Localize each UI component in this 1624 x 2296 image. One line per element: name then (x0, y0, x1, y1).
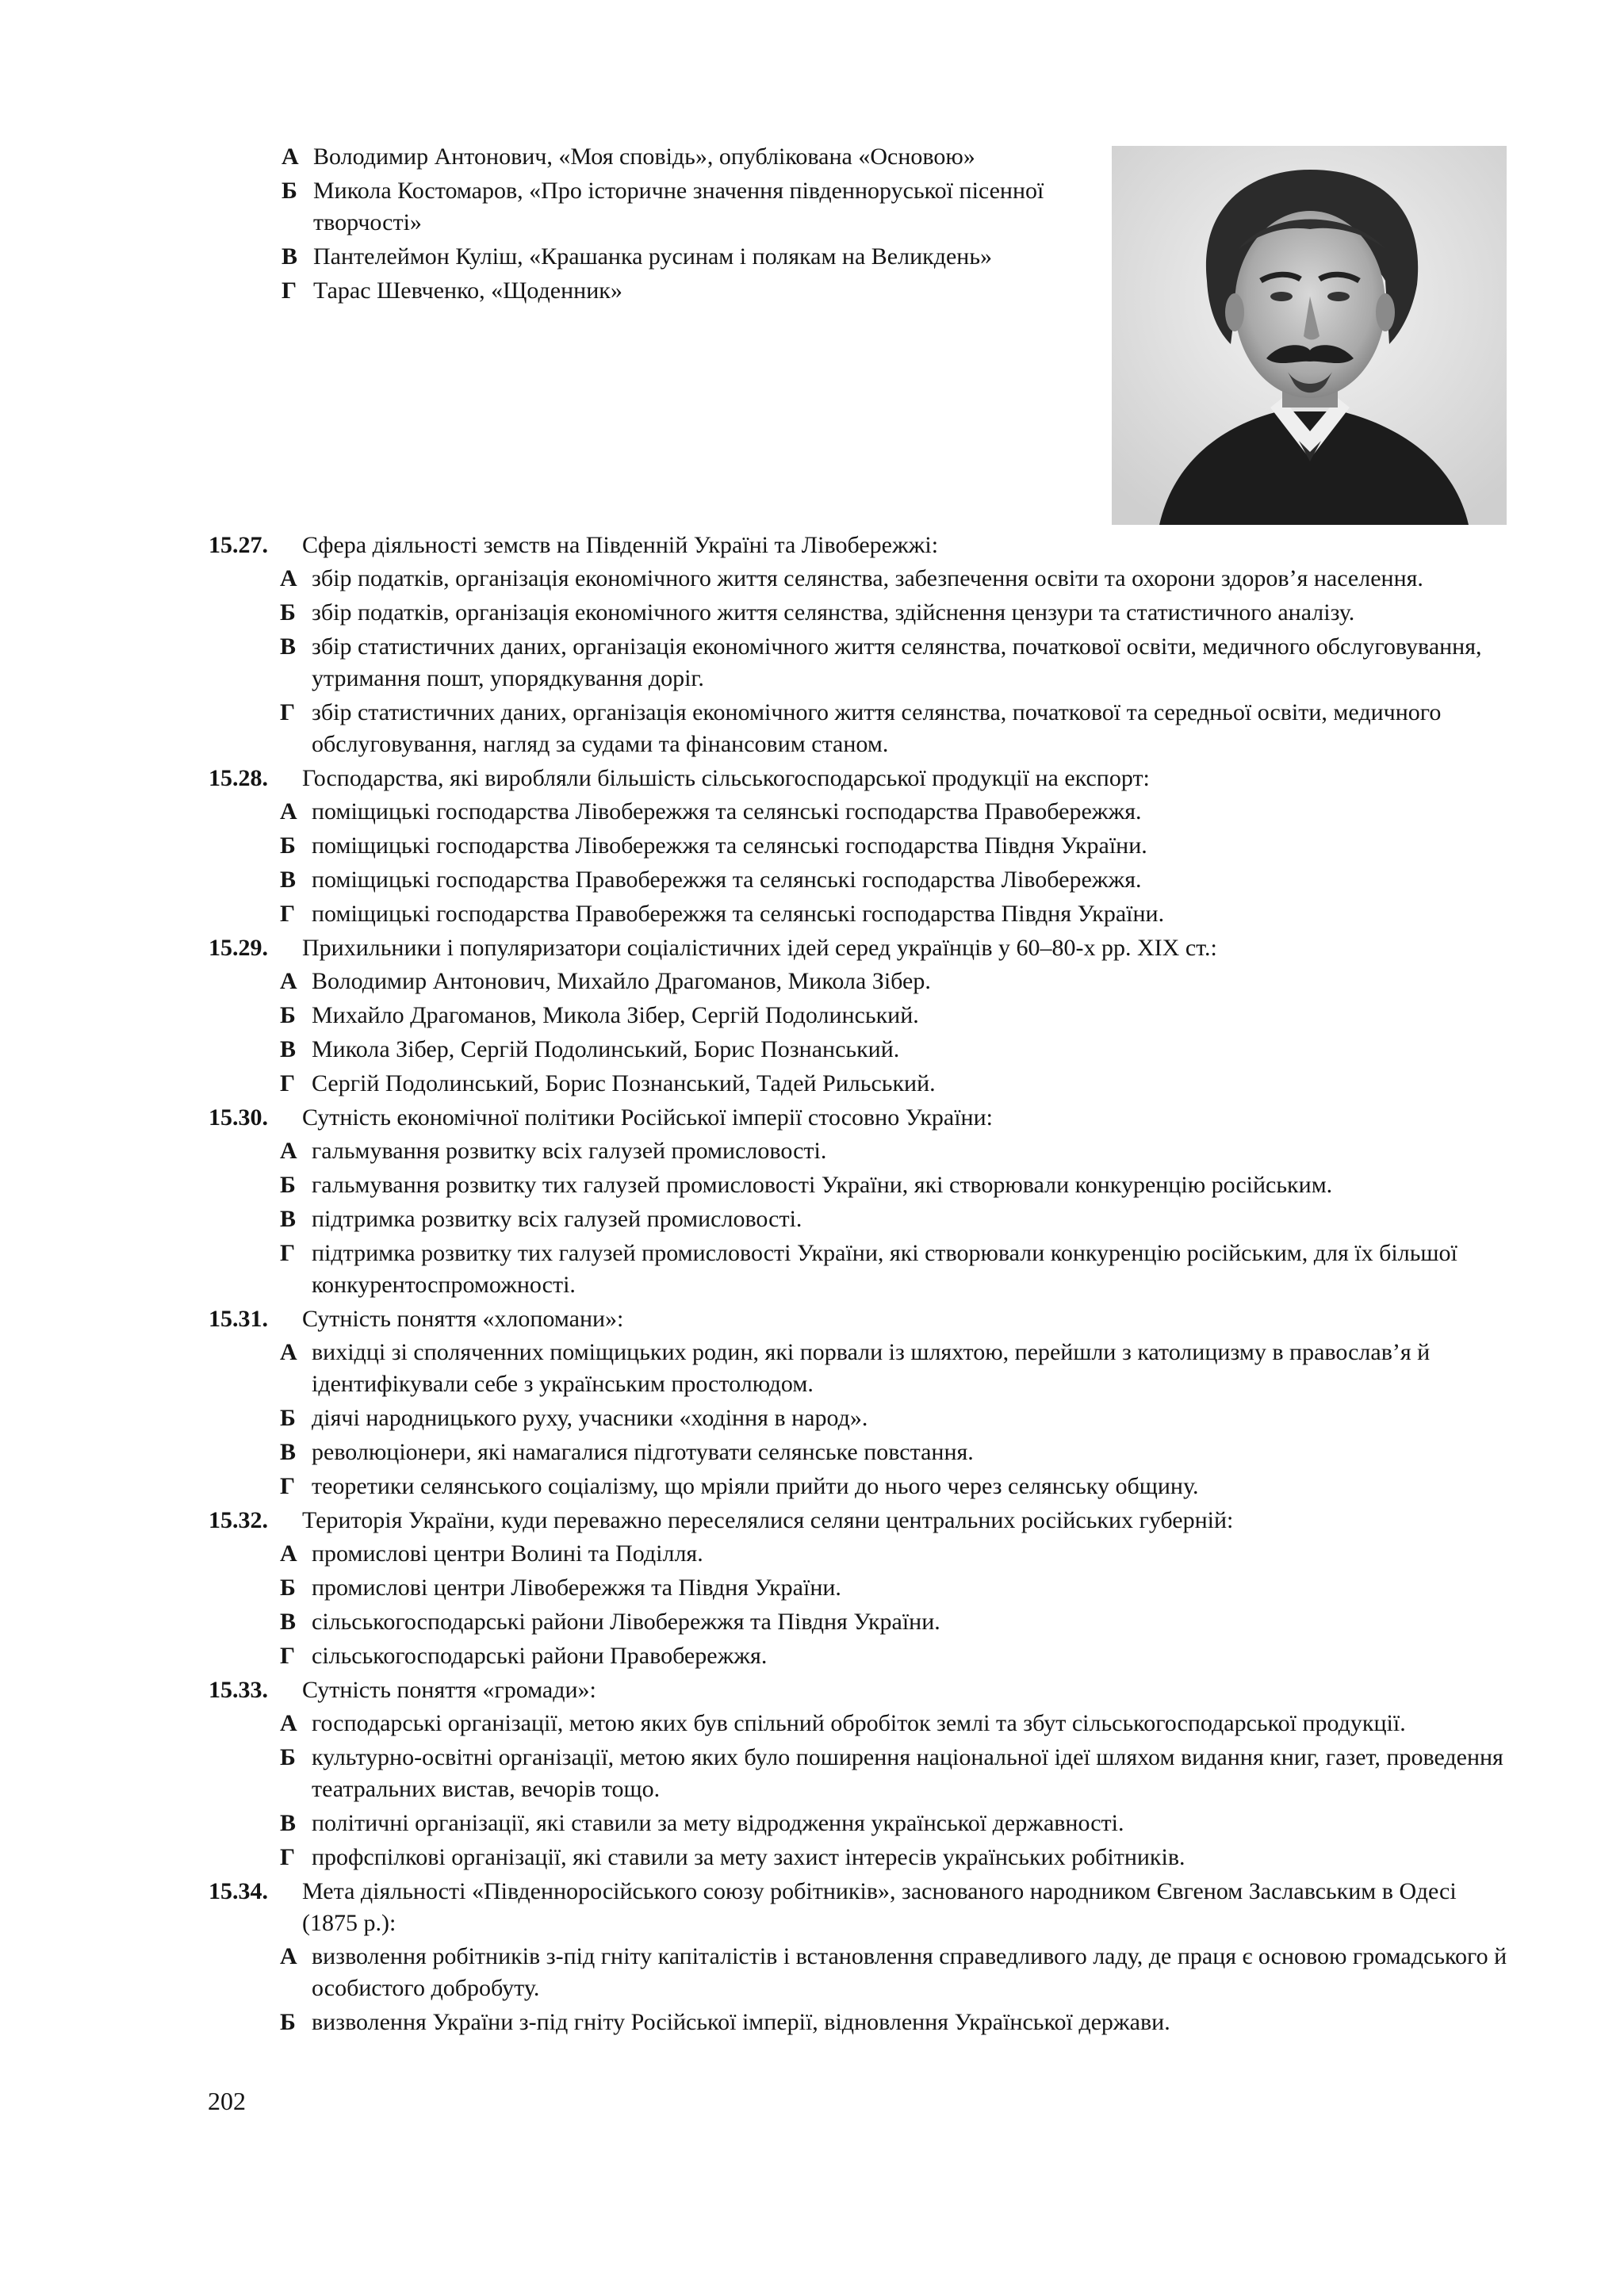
answer-option (280, 1941, 1509, 2004)
question-text: Сутність поняття «хлопомани»: (302, 1306, 624, 1332)
option-letter: Б (280, 599, 296, 626)
option-letter: В (280, 1439, 297, 1465)
answer-option (280, 1203, 1509, 1235)
option-letter: Б (280, 832, 296, 859)
option-text: господарські організації, метою яких був спільний обробіток землі та збут сільськогосподарської продукції. (312, 1710, 1406, 1736)
option-text: збір податків, організація економічного життя селянства, здійснення цензури та статистичного аналізу. (312, 599, 1355, 626)
answer-option (280, 1842, 1509, 1873)
option-text: теоретики селянського соціалізму, що мріяли прийти до нього через селянську общину. (312, 1473, 1199, 1499)
question-text: Сфера діяльності земств на Південній Україні та Лівобережжі: (302, 532, 939, 558)
question-text: Прихильники і популяризатори соціалістичних ідей серед українців у 60–80-х рр. XIX ст.: (302, 935, 1217, 961)
option-letter: А (280, 1339, 297, 1365)
question-text: Господарства, які виробляли більшість сільськогосподарської продукції на експорт: (302, 765, 1150, 791)
option-text: сільськогосподарські райони Правобережжя. (312, 1643, 768, 1669)
option-letter: Б (280, 1744, 296, 1770)
option-letter: Г (280, 1643, 296, 1669)
question-header (209, 763, 1509, 794)
option-text: вихідці зі споляченних поміщицьких родин, які порвали із шляхтою, перейшли з католицизму в православ’я й ідентифікували себе з українським простолюдом. (312, 1339, 1431, 1397)
answer-option (280, 1572, 1509, 1604)
question-15-28 (209, 763, 1509, 930)
question-15-29 (209, 932, 1509, 1100)
answer-options (280, 1538, 1509, 1672)
option-text: поміщицькі господарства Правобережжя та селянські господарства Півдня України. (312, 901, 1165, 927)
question-header (209, 530, 1509, 561)
answer-option (280, 1034, 1509, 1066)
answer-option (280, 1606, 1509, 1638)
option-text: сільськогосподарські райони Лівобережжя та Півдня України. (312, 1609, 940, 1635)
option-text: збір статистичних даних, організація економічного життя селянства, початкової та середньої освіти, медичного обслуговування, нагляд за судами та фінансовим станом. (312, 699, 1442, 757)
answer-option (280, 1640, 1509, 1672)
option-letter: В (280, 1206, 297, 1232)
question-text: Територія України, куди переважно переселялися селяни центральних російських губерній: (302, 1507, 1234, 1533)
option-text: Пантелеймон Куліш, «Крашанка русинам і полякам на Великдень» (313, 243, 993, 270)
answer-option (280, 1471, 1509, 1502)
option-letter: Б (280, 1172, 296, 1198)
answer-option (280, 864, 1509, 896)
option-text: визволення України з-під гніту Російської імперії, відновлення Української держави. (312, 2009, 1170, 2035)
option-letter: А (280, 1540, 297, 1567)
option-text: Михайло Драгоманов, Микола Зібер, Сергій Подолинський. (312, 1002, 919, 1028)
option-text: визволення робітників з-під гніту капіталістів і встановлення справедливого ладу, де праця є основою громадського й особистого добробуту. (312, 1943, 1507, 2001)
option-text: Володимир Антонович, Михайло Драгоманов, Микола Зібер. (312, 968, 931, 994)
question-number: 15.34. (209, 1878, 268, 1904)
question-15-30 (209, 1102, 1509, 1301)
answer-option (280, 563, 1509, 595)
option-letter: А (280, 1138, 297, 1164)
option-text: гальмування розвитку всіх галузей промисловості. (312, 1138, 827, 1164)
option-text: Тарас Шевченко, «Щоденник» (313, 277, 622, 304)
option-letter: Г (280, 1473, 296, 1499)
option-letter: Б (280, 1002, 296, 1028)
top-answer-options (282, 141, 1090, 309)
answer-options (280, 966, 1509, 1100)
answer-options (280, 1708, 1509, 1873)
option-letter: Г (280, 699, 296, 725)
answer-option (280, 796, 1509, 828)
question-header (209, 932, 1509, 964)
option-text: Микола Костомаров, «Про історичне значення південноруської пісенної творчості» (313, 178, 1044, 235)
option-letter: В (282, 243, 298, 270)
option-letter: Б (282, 178, 297, 204)
option-text: Микола Зібер, Сергій Подолинський, Борис Познанський. (312, 1036, 900, 1062)
option-text: підтримка розвитку тих галузей промисловості України, які створювали конкуренцію російським, для їх більшої конкурентоспроможності. (312, 1240, 1457, 1298)
option-text: промислові центри Лівобережжя та Півдня України. (312, 1575, 841, 1601)
question-15-33 (209, 1674, 1509, 1873)
option-letter: Г (280, 901, 296, 927)
option-text: поміщицькі господарства Лівобережжя та селянські господарства Півдня України. (312, 832, 1147, 859)
option-letter: Г (280, 1844, 296, 1870)
option-text: промислові центри Волині та Поділля. (312, 1540, 703, 1567)
option-text: збір статистичних даних, організація економічного життя селянства, початкової освіти, медичного обслуговування, утримання пошт, упорядкування доріг. (312, 633, 1482, 691)
question-header (209, 1674, 1509, 1706)
answer-option (280, 697, 1509, 760)
option-letter: А (282, 144, 299, 170)
option-letter: Г (280, 1070, 296, 1096)
answer-option (280, 1169, 1509, 1201)
option-text: підтримка розвитку всіх галузей промисловості. (312, 1206, 802, 1232)
option-letter: В (280, 1609, 297, 1635)
option-text: революціонери, які намагалися підготувати селянське повстання. (312, 1439, 974, 1465)
question-text: Мета діяльності «Південноросійського союзу робітників», заснованого народником Євгеном Заславським в Одесі (1875 р.): (302, 1878, 1457, 1936)
answer-option (280, 1538, 1509, 1570)
option-letter: В (280, 633, 297, 660)
answer-options (280, 1135, 1509, 1301)
question-number: 15.27. (209, 532, 268, 558)
page-number: 202 (208, 2087, 246, 2115)
answer-options (280, 563, 1509, 760)
option-letter: Б (280, 1575, 296, 1601)
question-number: 15.33. (209, 1677, 268, 1703)
option-text: збір податків, організація економічного життя селянства, забезпечення освіти та охорони здоров’я населення. (312, 565, 1423, 591)
answer-option (280, 1337, 1509, 1400)
answer-option (280, 1437, 1509, 1468)
answer-option (280, 597, 1509, 629)
option-text: культурно-освітні організації, метою яких було поширення національної ідеї шляхом видання книг, газет, проведення театральних вистав, вечорів тощо. (312, 1744, 1503, 1802)
option-letter: А (280, 968, 297, 994)
option-text: поміщицькі господарства Правобережжя та селянські господарства Лівобережжя. (312, 867, 1142, 893)
option-text: Сергій Подолинський, Борис Познанський, Тадей Рильський. (312, 1070, 936, 1096)
option-letter: В (280, 1036, 297, 1062)
option-text: поміщицькі господарства Лівобережжя та селянські господарства Правобережжя. (312, 798, 1142, 825)
question-number: 15.30. (209, 1104, 268, 1131)
option-letter: А (280, 798, 297, 825)
option-text: гальмування розвитку тих галузей промисловості України, які створювали конкуренцію російським. (312, 1172, 1333, 1198)
answer-option (280, 1402, 1509, 1434)
question-header (209, 1876, 1509, 1939)
answer-option (280, 2007, 1509, 2038)
option-letter: Б (280, 1405, 296, 1431)
question-15-31 (209, 1303, 1509, 1502)
option-text: політичні організації, які ставили за мету відродження української державності. (312, 1810, 1124, 1836)
portrait-photo (1112, 146, 1507, 525)
question-number: 15.28. (209, 765, 268, 791)
option-text: Володимир Антонович, «Моя сповідь», опублікована «Основою» (313, 144, 975, 170)
answer-option (282, 141, 1090, 173)
question-number: 15.31. (209, 1306, 268, 1332)
option-letter: Б (280, 2009, 296, 2035)
question-15-27 (209, 530, 1509, 760)
answer-options (280, 1337, 1509, 1502)
answer-option (282, 241, 1090, 273)
option-text: діячі народницького руху, учасники «ходіння в народ». (312, 1405, 868, 1431)
option-text: профспілкові організації, які ставили за мету захист інтересів українських робітників. (312, 1844, 1185, 1870)
answer-option (280, 1808, 1509, 1839)
question-number: 15.29. (209, 935, 268, 961)
answer-options (280, 1941, 1509, 2038)
option-letter: А (280, 1943, 297, 1969)
answer-option (280, 1068, 1509, 1100)
answer-option (280, 1742, 1509, 1805)
answer-option (280, 830, 1509, 862)
answer-option (280, 1708, 1509, 1739)
question-header (209, 1102, 1509, 1134)
questions-list (209, 530, 1509, 2041)
answer-options (280, 796, 1509, 930)
option-letter: Г (280, 1240, 296, 1266)
question-header (209, 1505, 1509, 1536)
answer-option (280, 1135, 1509, 1167)
option-letter: Г (282, 277, 297, 304)
question-15-34 (209, 1876, 1509, 2038)
question-text: Сутність економічної політики Російської імперії стосовно України: (302, 1104, 993, 1131)
question-header (209, 1303, 1509, 1335)
option-letter: В (280, 1810, 297, 1836)
answer-option (280, 1238, 1509, 1301)
portrait-illustration (1112, 146, 1507, 525)
answer-option (280, 1000, 1509, 1031)
question-15-32 (209, 1505, 1509, 1672)
answer-option (282, 175, 1090, 239)
question-text: Сутність поняття «громади»: (302, 1677, 596, 1703)
question-number: 15.32. (209, 1507, 268, 1533)
option-letter: А (280, 1710, 297, 1736)
answer-option (280, 966, 1509, 997)
option-letter: В (280, 867, 297, 893)
answer-option (282, 275, 1090, 307)
option-letter: А (280, 565, 297, 591)
answer-option (280, 631, 1509, 695)
answer-option (280, 898, 1509, 930)
